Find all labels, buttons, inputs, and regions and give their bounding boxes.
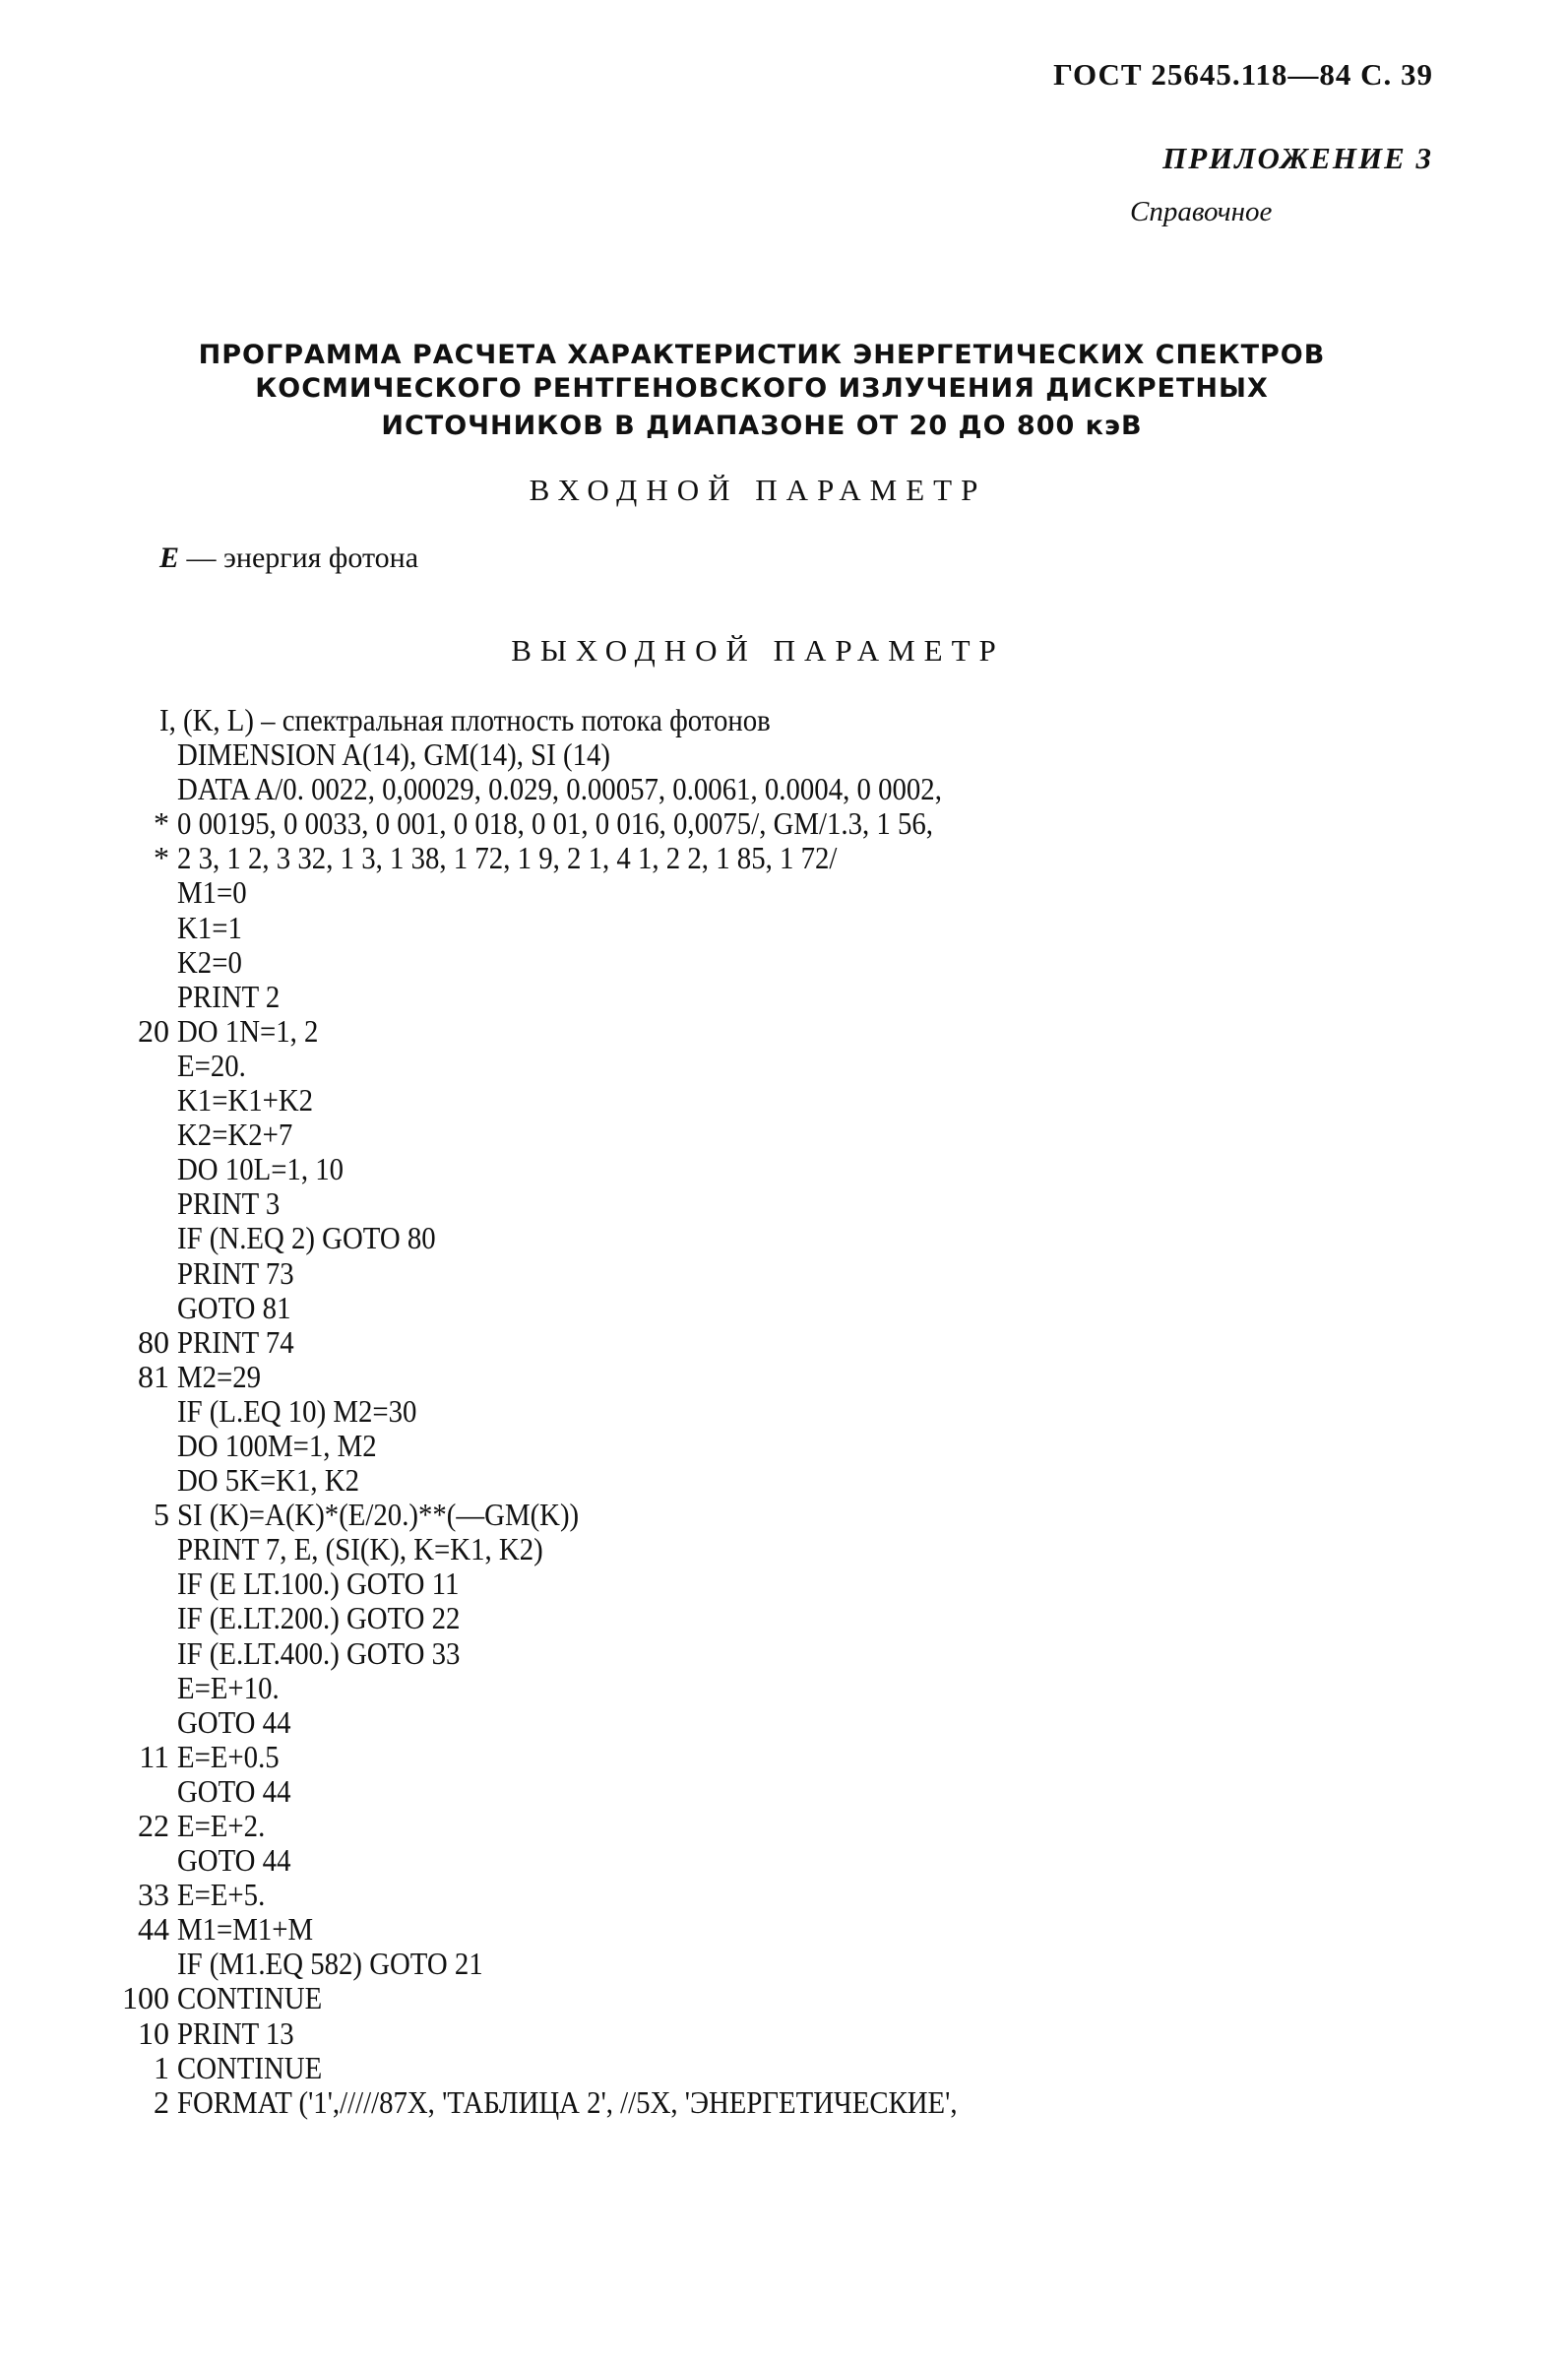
title-line-2: КОСМИЧЕСКОГО РЕНТГЕНОВСКОГО ИЗЛУЧЕНИЯ ДИСКРЕТНЫХ bbox=[255, 373, 1269, 404]
code-line-label bbox=[0, 1152, 177, 1186]
title-line-3: ИСТОЧНИКОВ В ДИАПАЗОНЕ ОТ 20 ДО 800 кэВ bbox=[381, 411, 1143, 441]
code-line bbox=[0, 1014, 1044, 1049]
code-line-text: GOTO 44 bbox=[177, 1842, 291, 1879]
code-line-label: 81 bbox=[138, 1358, 169, 1394]
code-line-text: IF (E.LT.400.) GOTO 33 bbox=[177, 1634, 461, 1671]
code-line-text: K2=K2+7 bbox=[177, 1117, 293, 1153]
code-line-label bbox=[0, 772, 177, 806]
title-line-1: ПРОГРАММА РАСЧЕТА ХАРАКТЕРИСТИК ЭНЕРГЕТИЧЕСКИХ СПЕКТРОВ bbox=[198, 340, 1326, 370]
code-line-text: DIMENSION A(14), GM(14), SI (14) bbox=[177, 736, 610, 773]
code-line bbox=[0, 2085, 1044, 2120]
code-line bbox=[0, 1671, 1044, 1705]
code-line-label bbox=[0, 1532, 177, 1566]
code-line-text: GOTO 44 bbox=[177, 1772, 291, 1809]
page-header: ГОСТ 25645.118—84 С. 39 bbox=[1053, 57, 1433, 92]
code-line-text: IF (E LT.100.) GOTO 11 bbox=[177, 1566, 460, 1602]
code-line-label: 10 bbox=[138, 2014, 169, 2051]
code-line-label bbox=[0, 1291, 177, 1325]
code-line-text: I, (K, L) – спектральная плотность потока фотонов bbox=[159, 702, 771, 737]
code-line-label bbox=[0, 1463, 177, 1498]
code-line-text: DATA A/0. 0022, 0,00029, 0.029, 0.00057, 0.0061, 0.0004, 0 0002, bbox=[177, 771, 942, 807]
code-line-label: 100 bbox=[122, 1980, 169, 2016]
code-line-text: DO 5K=K1, K2 bbox=[177, 1462, 360, 1499]
code-line-text: M1=M1+M bbox=[177, 1911, 314, 1948]
code-line bbox=[0, 1049, 1044, 1083]
code-line-text: DO 1N=1, 2 bbox=[177, 1012, 319, 1049]
code-line-label: 33 bbox=[138, 1877, 169, 1913]
code-line-label: 2 bbox=[154, 2083, 169, 2120]
code-line-label bbox=[0, 1256, 177, 1291]
code-line-label bbox=[0, 1636, 177, 1671]
code-line-text: 0 00195, 0 0033, 0 001, 0 018, 0 01, 0 016, 0,0075/, GM/1.3, 1 56, bbox=[177, 805, 934, 842]
code-line bbox=[0, 980, 1044, 1014]
code-line-label bbox=[0, 945, 177, 980]
code-line-text: E=E+0.5 bbox=[177, 1738, 280, 1774]
code-line-label bbox=[0, 1429, 177, 1463]
code-line bbox=[0, 1152, 1044, 1186]
code-line-text: IF (E.LT.200.) GOTO 22 bbox=[177, 1600, 461, 1636]
code-line-label bbox=[0, 1601, 177, 1635]
code-line-label bbox=[0, 1774, 177, 1809]
code-line-label: 5 bbox=[154, 1497, 169, 1533]
code-line-text: IF (L.EQ 10) M2=30 bbox=[177, 1392, 417, 1429]
code-line bbox=[0, 911, 1044, 945]
code-line bbox=[0, 806, 1044, 841]
output-heading: ВЫХОДНОЙ ПАРАМЕТР bbox=[511, 633, 1005, 668]
code-line bbox=[0, 1256, 1044, 1291]
code-line bbox=[0, 1186, 1044, 1221]
code-line bbox=[0, 875, 1044, 910]
code-line bbox=[0, 2016, 1044, 2051]
code-line bbox=[0, 1083, 1044, 1118]
code-line-text: SI (K)=A(K)*(E/20.)**(—GM(K)) bbox=[177, 1497, 580, 1533]
code-line bbox=[0, 1463, 1044, 1498]
code-line bbox=[0, 1325, 1044, 1360]
appendix-label: ПРИЛОЖЕНИЕ 3 bbox=[1162, 141, 1433, 175]
code-line-text: M1=0 bbox=[177, 874, 247, 911]
code-line-label bbox=[0, 1843, 177, 1878]
code-line-label bbox=[0, 980, 177, 1014]
code-line-label bbox=[0, 1221, 177, 1255]
code-line bbox=[0, 737, 1044, 772]
code-line-text: E=E+5. bbox=[177, 1877, 266, 1913]
code-line-text: M2=29 bbox=[177, 1358, 262, 1394]
code-line-label bbox=[0, 1671, 177, 1705]
output-parameter bbox=[0, 703, 1044, 737]
code-line-text: K2=0 bbox=[177, 943, 242, 980]
code-line-label bbox=[0, 1118, 177, 1152]
code-line-label bbox=[0, 1394, 177, 1429]
code-line bbox=[0, 841, 1044, 875]
code-line bbox=[0, 1947, 1044, 1981]
code-line-label: 1 bbox=[154, 2049, 169, 2085]
code-line bbox=[0, 1740, 1044, 1774]
code-line bbox=[0, 1291, 1044, 1325]
code-line bbox=[0, 1118, 1044, 1152]
code-line-label bbox=[0, 1947, 177, 1981]
code-line-text: DO 10L=1, 10 bbox=[177, 1151, 345, 1187]
code-line-text: K1=K1+K2 bbox=[177, 1082, 314, 1119]
code-line-text: PRINT 13 bbox=[177, 2014, 294, 2051]
code-line-label bbox=[0, 1083, 177, 1118]
code-line bbox=[0, 1809, 1044, 1843]
code-line bbox=[0, 1636, 1044, 1671]
code-line bbox=[0, 945, 1044, 980]
code-line-label bbox=[0, 737, 177, 772]
code-line-label bbox=[0, 1186, 177, 1221]
code-line-text: CONTINUE bbox=[177, 2049, 323, 2085]
code-line-text: PRINT 3 bbox=[177, 1185, 281, 1222]
code-line-text: DO 100M=1, M2 bbox=[177, 1427, 377, 1463]
code-line bbox=[0, 1221, 1044, 1255]
code-line-label bbox=[0, 1566, 177, 1601]
input-heading: ВХОДНОЙ ПАРАМЕТР bbox=[529, 473, 987, 507]
code-line-label bbox=[0, 875, 177, 910]
code-line bbox=[0, 1498, 1044, 1532]
code-line bbox=[0, 1532, 1044, 1566]
input-symbol: E bbox=[159, 542, 180, 574]
code-line-label: 44 bbox=[138, 1911, 169, 1948]
program-listing bbox=[0, 703, 1044, 2120]
code-line-text: PRINT 7, E, (SI(K), K=K1, K2) bbox=[177, 1531, 543, 1567]
code-line-text: GOTO 44 bbox=[177, 1703, 291, 1740]
code-line bbox=[0, 1601, 1044, 1635]
code-line bbox=[0, 772, 1044, 806]
input-parameter bbox=[159, 542, 418, 575]
code-line-text: IF (M1.EQ 582) GOTO 21 bbox=[177, 1946, 483, 1982]
appendix-type: Справочное bbox=[1130, 196, 1273, 227]
code-line-label bbox=[0, 1705, 177, 1740]
code-line-label: 22 bbox=[138, 1808, 169, 1843]
code-line bbox=[0, 1705, 1044, 1740]
code-line-text: E=20. bbox=[177, 1047, 246, 1083]
code-line-text: E=E+10. bbox=[177, 1669, 280, 1705]
code-line bbox=[0, 1566, 1044, 1601]
code-line-label bbox=[0, 703, 159, 737]
code-line-text: 2 3, 1 2, 3 32, 1 3, 1 38, 1 72, 1 9, 2 1, 4 1, 2 2, 1 85, 1 72/ bbox=[177, 840, 838, 876]
code-line-text: PRINT 2 bbox=[177, 978, 281, 1014]
code-line-text: PRINT 73 bbox=[177, 1254, 294, 1291]
code-line-text: CONTINUE bbox=[177, 1980, 323, 2016]
code-line bbox=[0, 1912, 1044, 1947]
code-line bbox=[0, 1360, 1044, 1394]
code-line-label: * bbox=[154, 840, 169, 876]
code-line-label bbox=[0, 1049, 177, 1083]
code-line-text: PRINT 74 bbox=[177, 1323, 294, 1360]
code-line-label: 11 bbox=[139, 1738, 169, 1774]
code-line-text: E=E+2. bbox=[177, 1808, 266, 1843]
code-line-text: GOTO 81 bbox=[177, 1289, 291, 1325]
code-line-label: * bbox=[154, 805, 169, 842]
code-line bbox=[0, 1878, 1044, 1912]
code-line-text: IF (N.EQ 2) GOTO 80 bbox=[177, 1220, 436, 1256]
code-line bbox=[0, 2051, 1044, 2085]
code-line bbox=[0, 1429, 1044, 1463]
code-line-text: K1=1 bbox=[177, 909, 242, 945]
code-line bbox=[0, 1981, 1044, 2015]
code-line-label: 80 bbox=[138, 1323, 169, 1360]
code-line bbox=[0, 1843, 1044, 1878]
input-description: — энергия фотона bbox=[186, 542, 419, 574]
code-line-label: 20 bbox=[138, 1012, 169, 1049]
code-line-label bbox=[0, 911, 177, 945]
code-line bbox=[0, 1774, 1044, 1809]
code-line-text: FORMAT ('1',/////87X, 'ТАБЛИЦА 2', //5X, 'ЭНЕРГЕТИЧЕСКИЕ', bbox=[177, 2083, 958, 2120]
code-line bbox=[0, 1394, 1044, 1429]
